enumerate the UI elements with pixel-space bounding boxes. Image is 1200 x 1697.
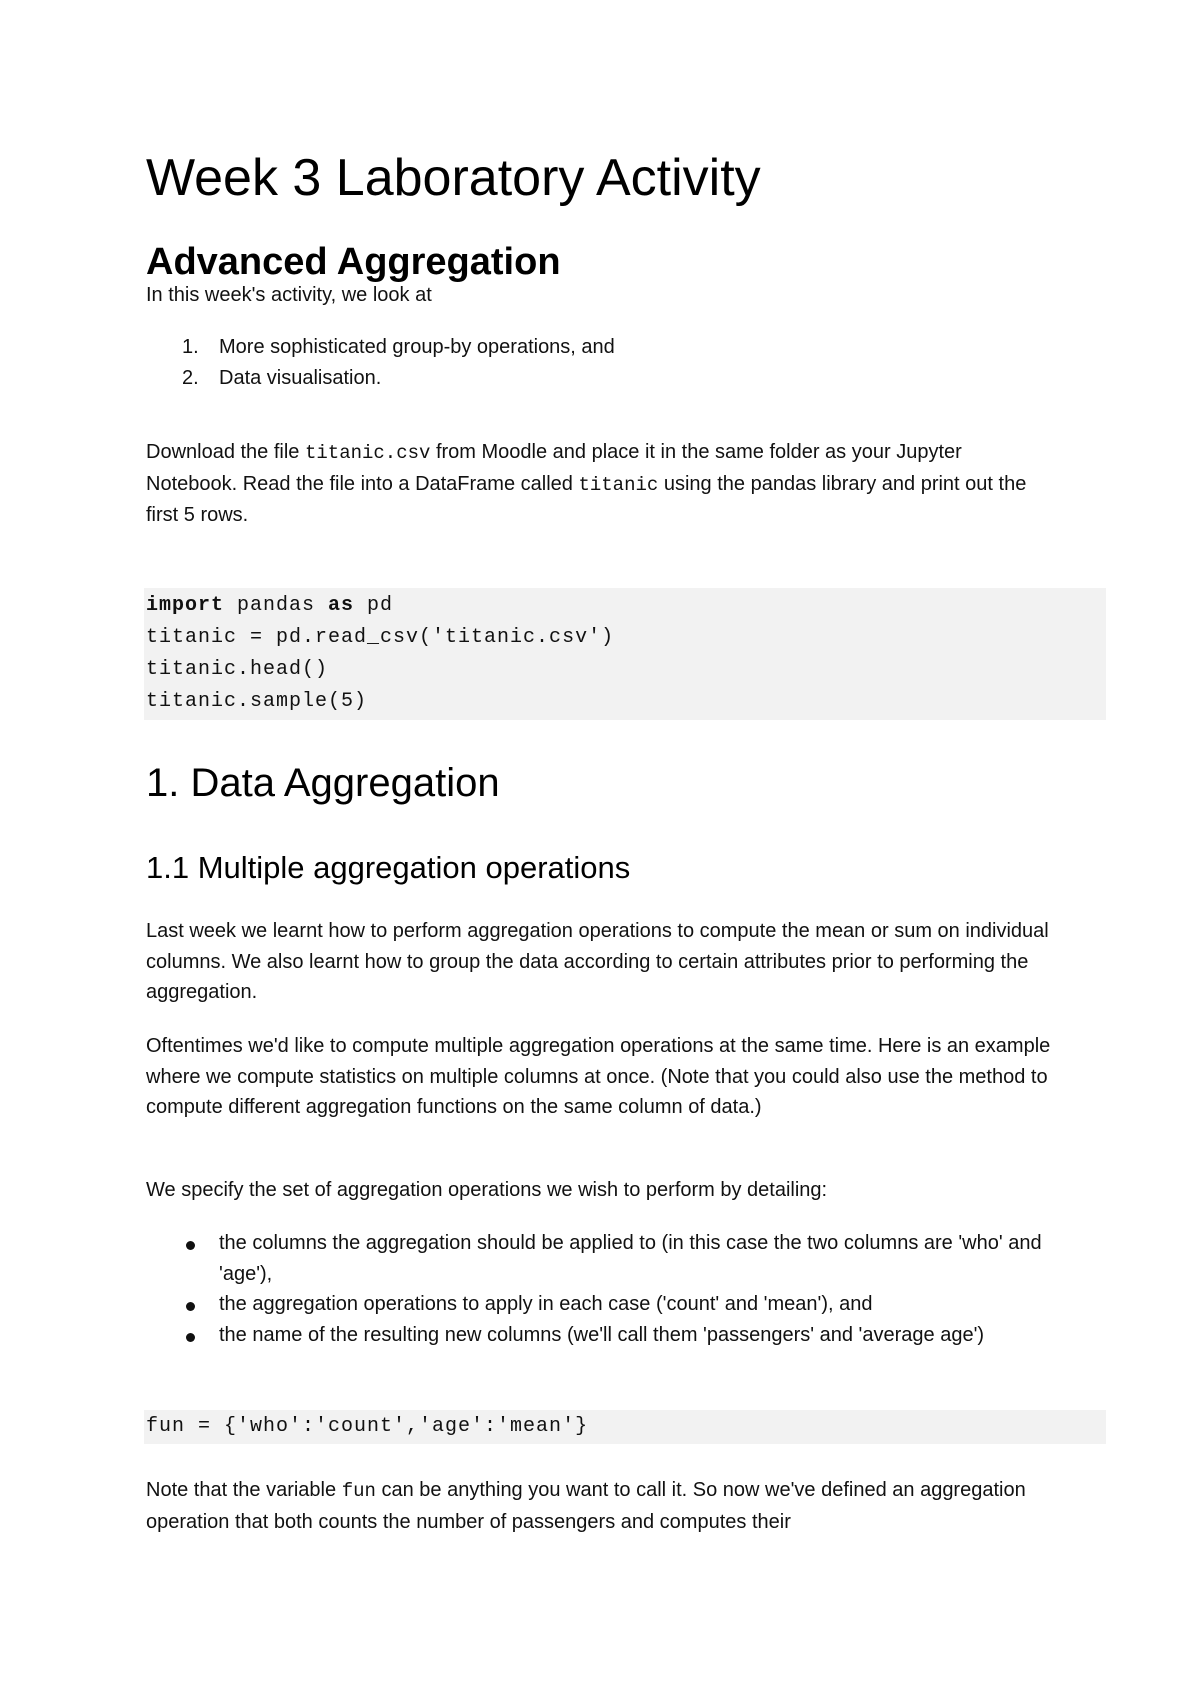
inline-code-variable: fun: [341, 1480, 376, 1502]
list-item-text: Data visualisation.: [219, 366, 382, 389]
download-text-start: Download the file: [146, 441, 305, 463]
specify-paragraph: We specify the set of aggregation operations we wish to perform by detailing:: [146, 1179, 828, 1201]
aggregation-details-list: [146, 1228, 1056, 1350]
list-number: 1.: [182, 336, 199, 358]
code-line: [146, 590, 1106, 622]
download-text-middle: from Moodle and place it in the same folder as your Jupyter Notebook. Read the file into a DataFrame called: [146, 441, 962, 495]
list-item-text: the aggregation operations to apply in each case ('count' and 'mean'), and: [219, 1293, 873, 1315]
code-text: pd: [354, 594, 394, 617]
note-paragraph: [146, 1475, 1056, 1537]
list-item: [146, 363, 1056, 394]
code-keyword: import: [146, 594, 225, 617]
code-line: fun = {'who':'count','age':'mean'}: [146, 1415, 589, 1438]
list-item: [146, 1320, 1056, 1351]
list-item-text: More sophisticated group-by operations, and: [219, 336, 615, 358]
list-item: [146, 1289, 1056, 1320]
list-number: 2.: [182, 366, 199, 389]
list-item: [146, 1228, 1056, 1289]
code-block-fun-dict: [144, 1410, 1106, 1444]
note-text-end: can be anything you want to call it. So now we've defined an aggregation operation that both counts the number of passengers and computes their: [146, 1479, 1026, 1533]
list-item-text: the name of the resulting new columns (we'll call them 'passengers' and 'average age'): [219, 1323, 985, 1346]
code-text: pandas: [224, 594, 329, 617]
bullet-icon: [186, 1241, 195, 1250]
note-text-start: Note that the variable: [146, 1479, 342, 1501]
bullet-icon: [186, 1302, 195, 1311]
intro-numbered-list: [146, 332, 1056, 393]
document-subtitle: Advanced Aggregation: [146, 241, 561, 283]
download-paragraph: [146, 437, 1056, 531]
document-title: Week 3 Laboratory Activity: [146, 149, 761, 207]
last-week-paragraph: Last week we learnt how to perform aggregation operations to compute the mean or sum on individual columns. We also learnt how to group the data according to certain attributes prior to performing the aggregation.: [146, 920, 1049, 1003]
code-line: titanic.head(): [146, 658, 329, 681]
code-line: titanic.sample(5): [146, 690, 368, 713]
intro-paragraph: In this week's activity, we look at: [146, 284, 432, 306]
list-item: [146, 332, 1056, 363]
bullet-icon: [186, 1333, 195, 1342]
inline-code-filename: titanic.csv: [304, 442, 431, 464]
oftentimes-paragraph: Oftentimes we'd like to compute multiple aggregation operations at the same time. Here is an example where we compute statistics on multiple columns at once. (Note that you could also use the method to compute different aggregation functions on the same column of data.): [146, 1035, 1051, 1118]
code-block-import: [144, 588, 1106, 720]
code-line: titanic = pd.read_csv('titanic.csv'): [146, 626, 615, 649]
code-keyword: as: [328, 594, 355, 617]
list-item-text: the columns the aggregation should be applied to (in this case the two columns are 'who' and 'age'),: [219, 1232, 1042, 1285]
section-heading-data-aggregation: 1. Data Aggregation: [146, 761, 500, 805]
subsection-heading-multiple-aggregation: 1.1 Multiple aggregation operations: [146, 850, 631, 885]
download-text-end: using the pandas library and print out the first 5 rows.: [146, 472, 1027, 526]
inline-code-dataframe-name: titanic: [578, 473, 659, 496]
